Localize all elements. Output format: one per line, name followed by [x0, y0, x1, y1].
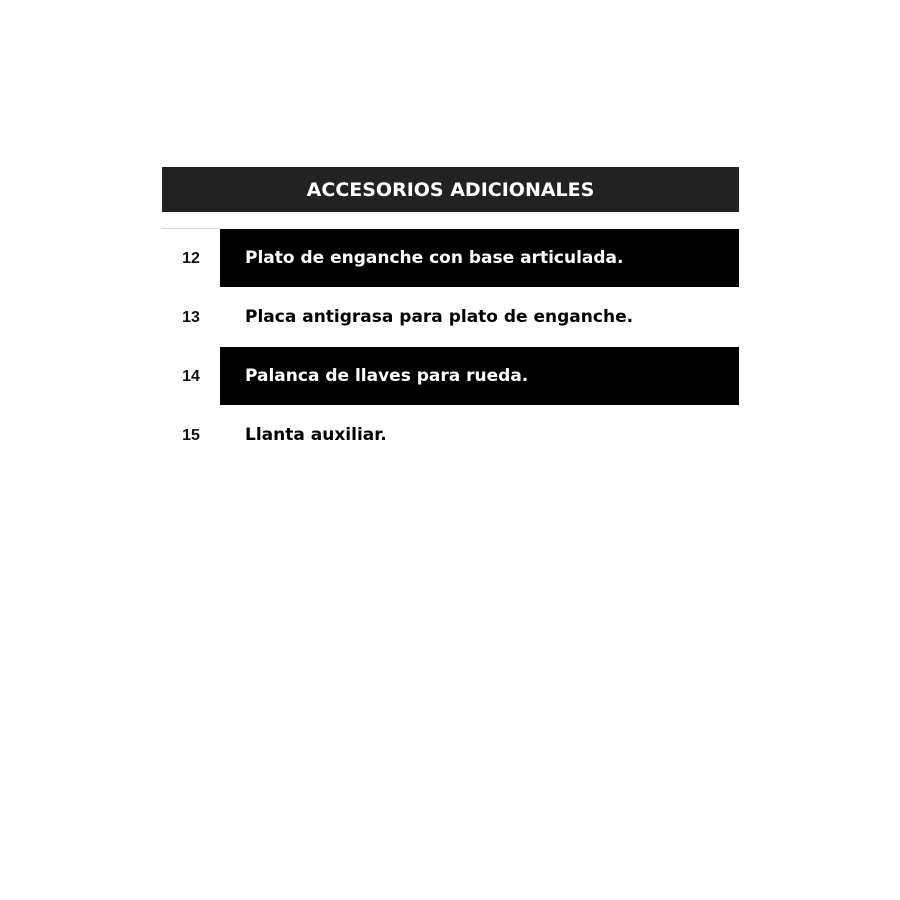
row-number: 15 — [182, 426, 200, 444]
accessories-list — [162, 228, 739, 464]
row-description: Placa antigrasa para plato de enganche. — [245, 306, 634, 327]
row-description: Plato de enganche con base articulada. — [220, 229, 739, 287]
table-row — [162, 405, 739, 464]
row-description: Palanca de llaves para rueda. — [220, 347, 739, 405]
table-row — [162, 346, 739, 405]
header-gap — [162, 212, 739, 228]
row-number: 14 — [182, 367, 200, 385]
row-number: 13 — [182, 308, 200, 326]
row-description: Llanta auxiliar. — [245, 424, 387, 445]
row-number: 12 — [182, 249, 200, 267]
table-row — [162, 287, 739, 346]
table-row — [162, 228, 739, 287]
table-title: ACCESORIOS ADICIONALES — [306, 178, 595, 201]
table-header — [162, 167, 739, 212]
accessories-table — [162, 167, 739, 464]
